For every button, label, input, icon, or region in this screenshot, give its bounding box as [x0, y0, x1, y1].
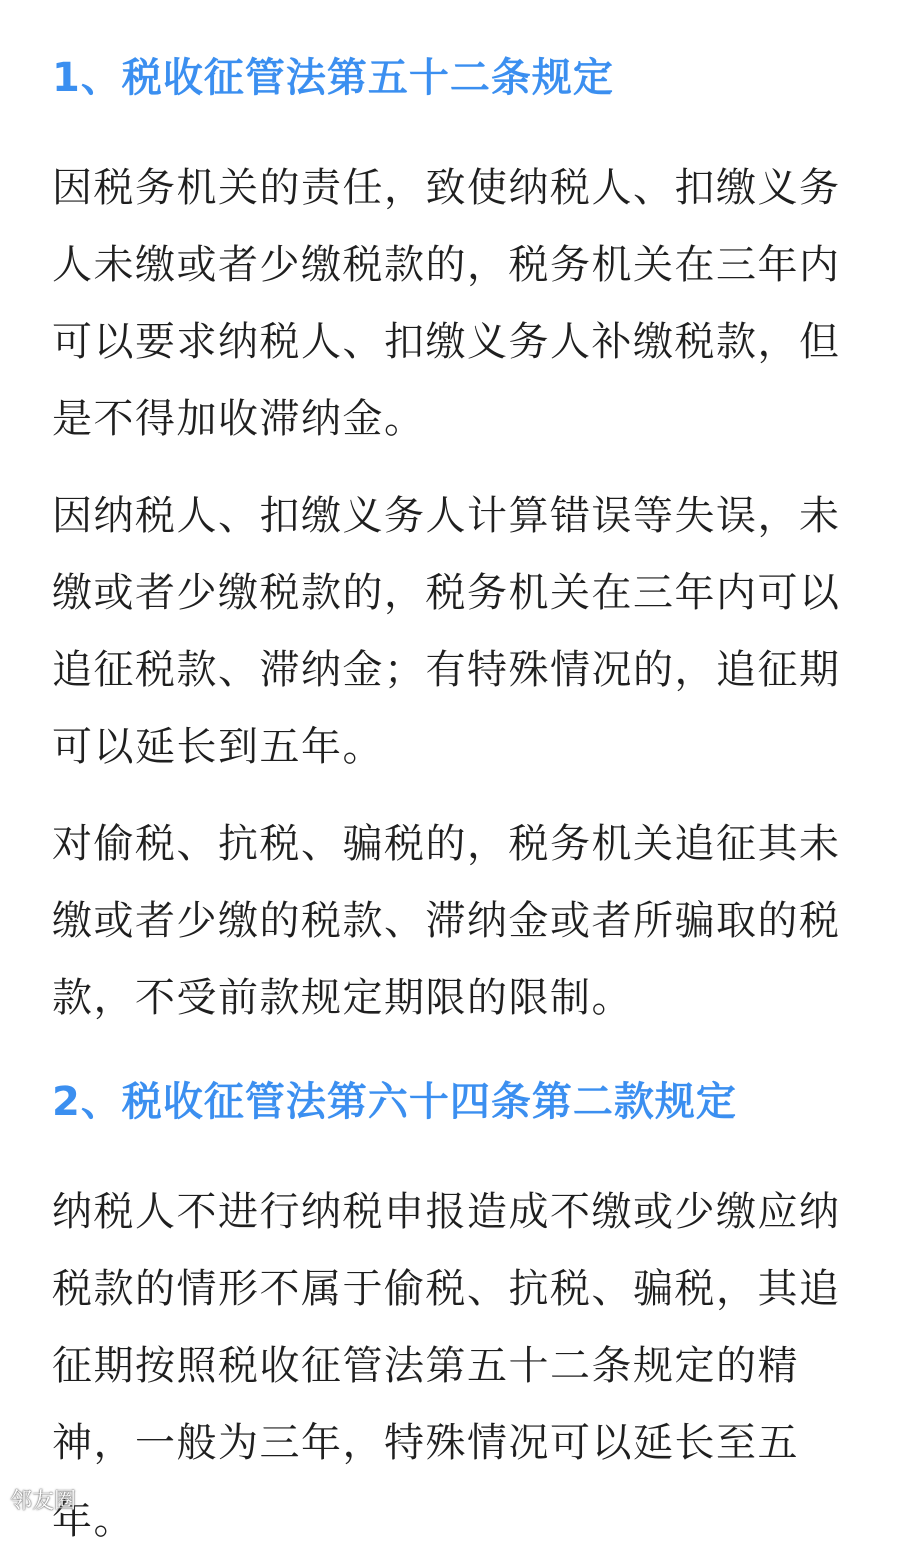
section-1-paragraph-2: 因纳税人、扣缴义务人计算错误等失误，未缴或者少缴税款的，税务机关在三年内可以追征税款、滞纳金；有特殊情况的，追征期可以延长到五年。: [52, 493, 841, 770]
section-1-paragraph-3: 对偷税、抗税、骗税的，税务机关追征其未缴或者少缴的税款、滞纳金或者所骗取的税款，不受前款规定期限的限制。: [52, 821, 841, 1021]
watermark-logo: 邻友圈: [10, 1489, 77, 1514]
section-2-paragraph-1: 纳税人不进行纳税申报造成不缴或少缴应纳税款的情形不属于偷税、抗税、骗税，其追征期按照税收征管法第五十二条规定的精神，一般为三年，特殊情况可以延长至五年。: [52, 1189, 841, 1543]
section-1-paragraph-1: 因税务机关的责任，致使纳税人、扣缴义务人未缴或者少缴税款的，税务机关在三年内可以要求纳税人、扣缴义务人补缴税款，但是不得加收滞纳金。: [52, 165, 841, 442]
section-heading-2: 2、税收征管法第六十四条第二款规定: [52, 1079, 737, 1125]
section-heading-1: 1、税收征管法第五十二条规定: [52, 55, 614, 101]
